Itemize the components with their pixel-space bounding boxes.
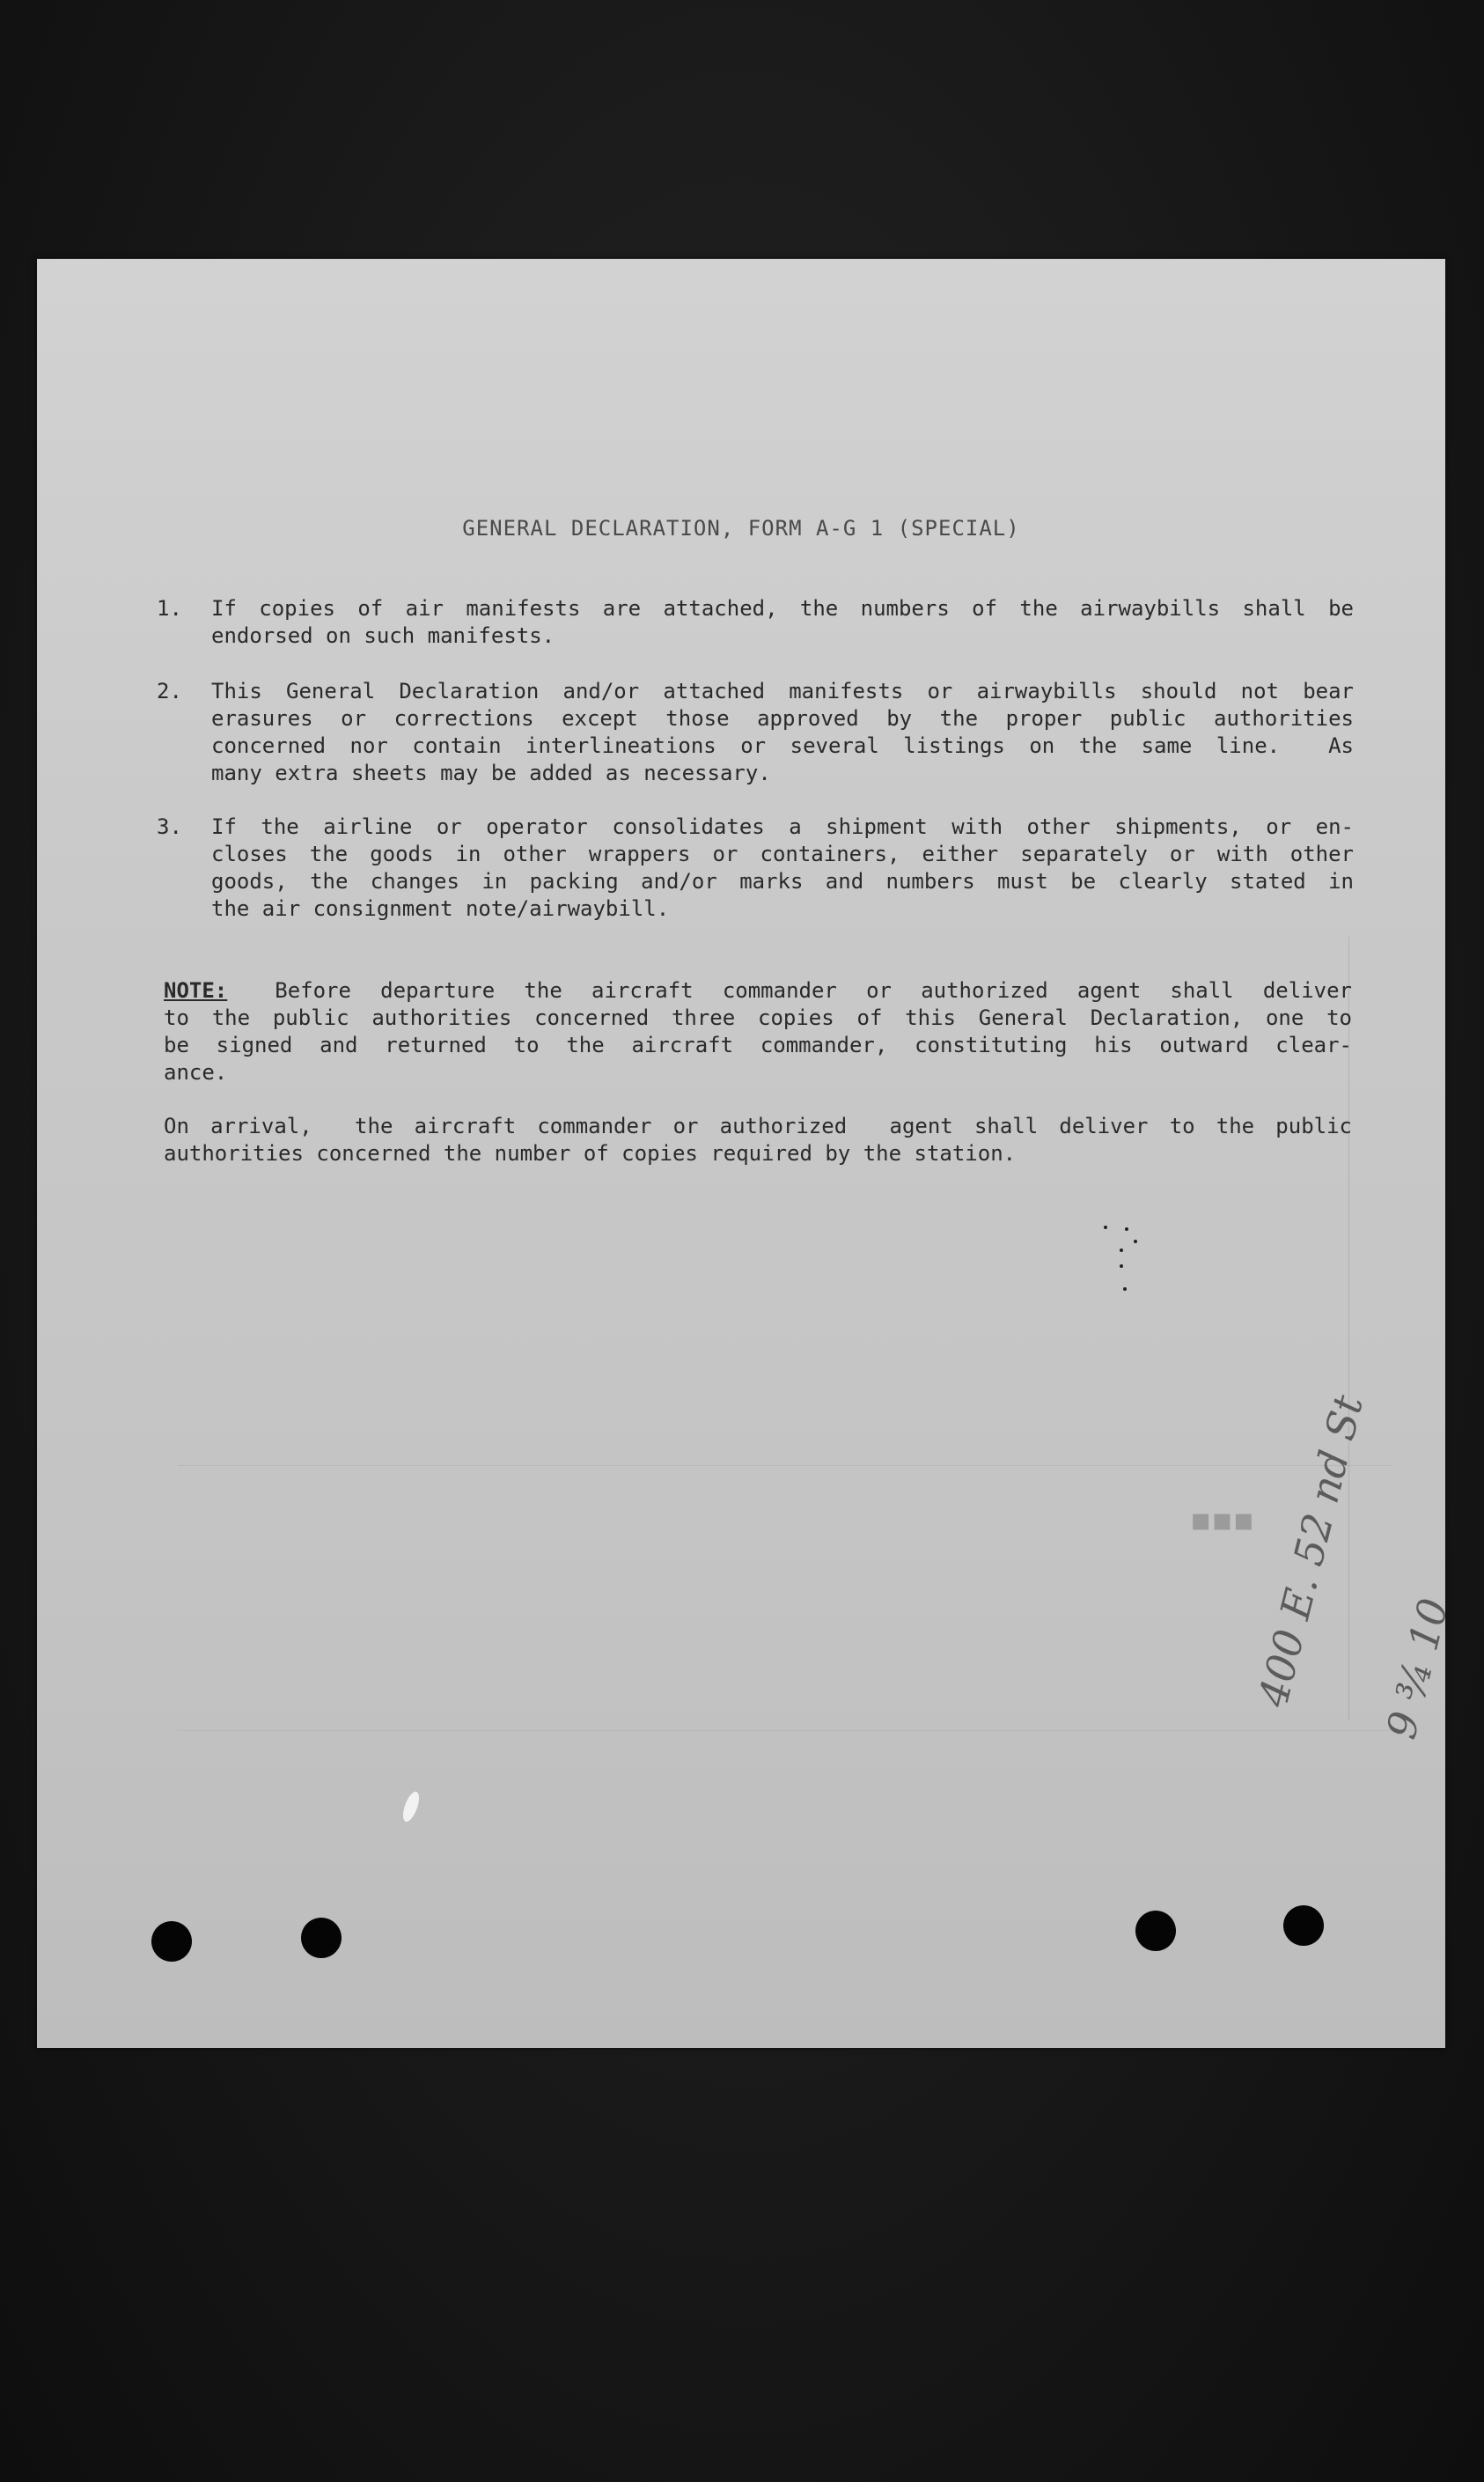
note-line: be signed and returned to the aircraft commander, constituting his outward clear-	[164, 1033, 1352, 1057]
speck	[1123, 1287, 1127, 1291]
item-line: erasures or corrections except those approved by the proper public authorities	[211, 706, 1354, 731]
arrival-paragraph	[164, 1113, 1352, 1167]
item-line: endorsed on such manifests.	[211, 623, 555, 648]
document-title: GENERAL DECLARATION, FORM A-G 1 (SPECIAL)	[462, 516, 1020, 541]
faint-stamp: ▪▪▪	[1190, 1502, 1255, 1538]
arrival-line: authorities concerned the number of copies required by the station.	[164, 1141, 1017, 1166]
note-label: NOTE:	[164, 978, 228, 1003]
punch-hole	[1283, 1905, 1324, 1946]
film-blemish	[400, 1790, 422, 1824]
item-line: the air consignment note/airwaybill.	[211, 896, 670, 921]
note-line: ance.	[164, 1060, 228, 1085]
handwritten-line-2: 9 ¾ 10	[1377, 1594, 1458, 1744]
instruction-item-1	[157, 595, 1354, 650]
document-page	[37, 259, 1458, 2048]
speck	[1104, 1226, 1107, 1229]
punch-hole	[151, 1921, 192, 1962]
item-number: 1.	[157, 596, 182, 621]
punch-hole	[301, 1918, 342, 1958]
item-line: This General Declaration and/or attached manifests or airwaybills should not bear	[211, 679, 1354, 703]
arrival-line: On arrival, the aircraft commander or authorized agent shall deliver to the public	[164, 1114, 1352, 1138]
handwritten-line-1: 400 E. 52 nd St	[1248, 1390, 1372, 1712]
item-line: If copies of air manifests are attached, the numbers of the airwaybills shall be	[211, 596, 1354, 621]
item-line: closes the goods in other wrappers or containers, either separately or with other	[211, 842, 1354, 866]
speck	[1120, 1264, 1123, 1268]
item-line: concerned nor contain interlineations or several listings on the same line. As	[211, 733, 1354, 758]
instruction-item-3	[157, 814, 1354, 923]
item-line: If the airline or operator consolidates a shipment with other shipments, or en-	[211, 814, 1354, 839]
instruction-item-2	[157, 678, 1354, 787]
item-line: many extra sheets may be added as necessary.	[211, 761, 771, 785]
note-paragraph	[164, 977, 1352, 1086]
speck	[1134, 1240, 1137, 1243]
item-number: 2.	[157, 679, 182, 703]
punch-hole	[1135, 1911, 1176, 1951]
item-number: 3.	[157, 814, 182, 839]
note-line: Before departure the aircraft commander or authorized agent shall deliver	[275, 978, 1352, 1003]
speck	[1125, 1227, 1128, 1231]
speck	[1120, 1248, 1123, 1252]
item-line: goods, the changes in packing and/or marks and numbers must be clearly stated in	[211, 869, 1354, 894]
note-line: to the public authorities concerned three copies of this General Declaration, one to	[164, 1005, 1352, 1030]
